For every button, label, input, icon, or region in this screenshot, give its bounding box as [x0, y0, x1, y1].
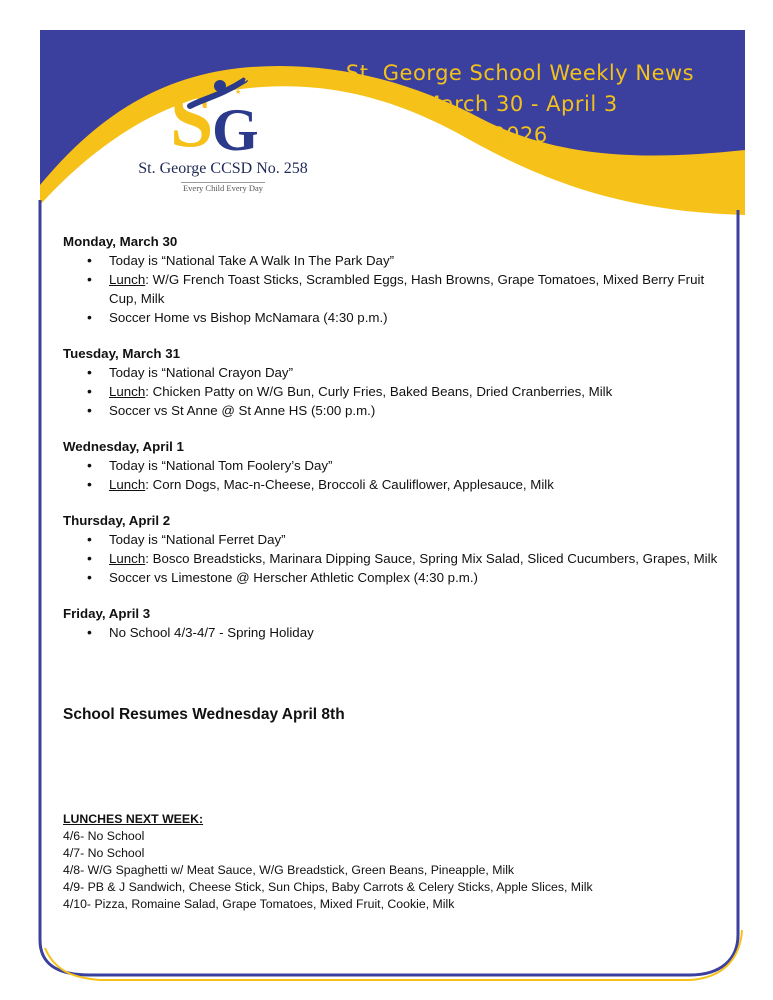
day-items	[63, 530, 723, 587]
item-text: Soccer vs Limestone @ Herscher Athletic Complex (4:30 p.m.)	[109, 570, 478, 585]
day-title: Thursday, April 2	[63, 513, 171, 528]
schedule-item	[109, 475, 723, 494]
day-title: Tuesday, March 31	[63, 346, 181, 361]
day-section	[63, 232, 723, 327]
item-text: Today is “National Crayon Day”	[109, 365, 294, 380]
schedule-item	[109, 363, 723, 382]
lunch-label: Lunch	[109, 384, 146, 399]
title-line-2: March 30 - April 3	[422, 92, 618, 116]
day-title: Monday, March 30	[63, 234, 178, 249]
day-items	[63, 623, 723, 642]
day-items	[63, 251, 723, 327]
day-title: Friday, April 3	[63, 606, 151, 621]
schedule-item	[109, 530, 723, 549]
next-week-line: 4/6- No School	[63, 829, 145, 843]
school-tagline: Every Child Every Day	[182, 183, 264, 193]
lunch-label: Lunch	[109, 477, 146, 492]
item-text: Soccer vs St Anne @ St Anne HS (5:00 p.m.)	[109, 403, 376, 418]
bottom-accent	[45, 930, 742, 980]
next-week-line: 4/10- Pizza, Romaine Salad, Grape Tomatoes, Mixed Fruit, Cookie, Milk	[63, 897, 455, 911]
day-section	[63, 437, 723, 494]
schedule-item	[109, 308, 723, 327]
schedule-item	[109, 251, 723, 270]
day-items	[63, 363, 723, 420]
school-name: St. George CCSD No. 258	[138, 160, 308, 177]
item-text: No School 4/3-4/7 - Spring Holiday	[109, 625, 314, 640]
item-text: Today is “National Take A Walk In The Park Day”	[109, 253, 395, 268]
newsletter-title	[330, 58, 710, 151]
item-text: Soccer Home vs Bishop McNamara (4:30 p.m.)	[109, 310, 388, 325]
title-line-3: 2026	[492, 123, 548, 147]
weekly-schedule	[63, 232, 723, 659]
next-week-line: 4/8- W/G Spaghetti w/ Meat Sauce, W/G Breadstick, Green Beans, Pineapple, Milk	[63, 863, 515, 877]
schedule-item	[109, 270, 723, 308]
lunch-label: Lunch	[109, 272, 146, 287]
star-icon-small: ★	[235, 89, 242, 96]
item-text: Today is “National Tom Foolery’s Day”	[109, 458, 333, 473]
title-line-1: St. George School Weekly News	[345, 61, 695, 85]
next-week-line: 4/9- PB & J Sandwich, Cheese Stick, Sun Chips, Baby Carrots & Celery Sticks, Apple Slices, Milk	[63, 880, 593, 894]
star-icon: ★	[242, 71, 253, 85]
day-section	[63, 604, 723, 642]
schedule-item	[109, 456, 723, 475]
schedule-item	[109, 401, 723, 420]
day-section	[63, 344, 723, 420]
item-text: : Chicken Patty on W/G Bun, Curly Fries, Baked Beans, Dried Cranberries, Milk	[145, 384, 613, 399]
next-week-lunches	[63, 811, 593, 913]
school-logo	[150, 68, 290, 168]
day-section	[63, 511, 723, 587]
day-title: Wednesday, April 1	[63, 439, 184, 454]
schedule-item	[109, 382, 723, 401]
schedule-item	[109, 549, 723, 568]
lunch-label: Lunch	[109, 551, 146, 566]
schedule-item	[109, 623, 723, 642]
schedule-item	[109, 568, 723, 587]
next-week-line: 4/7- No School	[63, 846, 145, 860]
item-text: : Bosco Breadsticks, Marinara Dipping Sauce, Spring Mix Salad, Sliced Cucumbers, Grapes, Milk	[145, 551, 718, 566]
logo-letter-s: S	[170, 76, 214, 163]
logo-letter-g: G	[212, 97, 259, 163]
item-text: : Corn Dogs, Mac-n-Cheese, Broccoli & Cauliflower, Applesauce, Milk	[145, 477, 554, 492]
item-text: : W/G French Toast Sticks, Scrambled Eggs, Hash Browns, Grape Tomatoes, Mixed Berry Fruit Cup, Milk	[109, 272, 705, 306]
day-items	[63, 456, 723, 494]
item-text: Today is “National Ferret Day”	[109, 532, 286, 547]
next-week-heading: LUNCHES NEXT WEEK:	[63, 812, 204, 826]
resume-notice: School Resumes Wednesday April 8th	[63, 706, 345, 723]
